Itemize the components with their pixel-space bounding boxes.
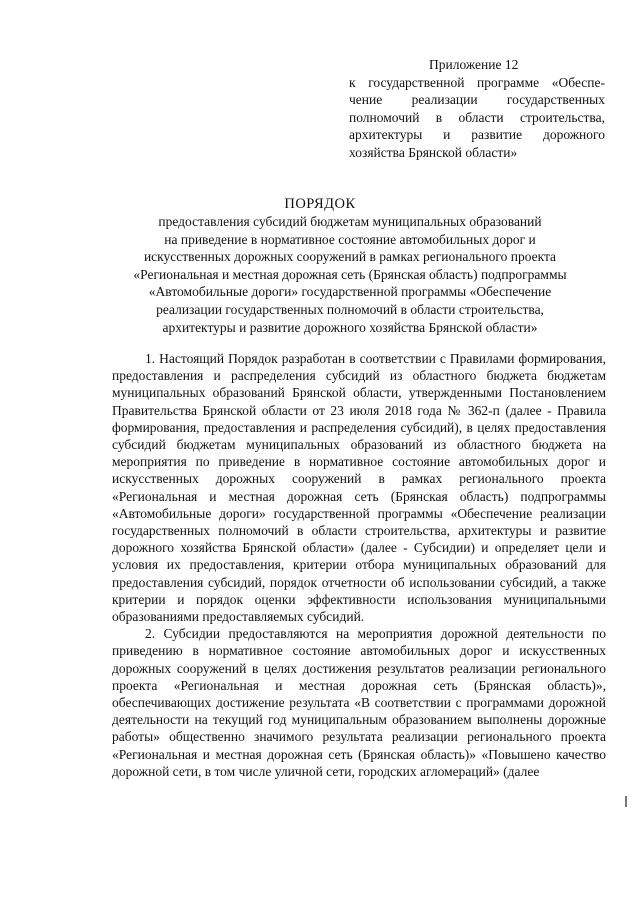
- document-body: [112, 350, 606, 780]
- appendix-block: [349, 56, 605, 161]
- subtitle-line: «Автомобильные дороги» государственной программы «Обеспечение: [148, 284, 552, 300]
- document-title: ПОРЯДОК: [284, 196, 356, 212]
- paragraph-1: 1. Настоящий Порядок разработан в соответствии с Правилами формирования, предоставления и распределения субсидий из областного бюджета бюджетам муниципальных образований Брянской области, утвержденными Постановлением Правительства Брянской области от 23 июля 2018 года № 362-п (далее - Правила формирования, предоставления и распределения субсидий), в целях предоставления субсидий бюджетам муниципальных образований из областного бюджета на мероприятия по приведение в нормативное состояние автомобильных дорог и искусственных дорожных сооружений в рамках регионального проекта «Региональная и местная дорожная сеть (Брянская область) подпрограммы «Автомобильные дороги» государственной программы «Обеспечение реализации государственных полномочий в области строительства, архитектуры и развитие дорожного хозяйства Брянской области» (далее - Субсидии) и определяет цели и условия их предоставления, критерии отбора муниципальных образований для предоставления субсидий, порядок отчетности об использовании субсидий, а также критерии и порядок оценки эффективности использования муниципальными образованиями предоставляемых субсидий.: [112, 351, 606, 625]
- paragraph-2: 2. Субсидии предоставляются на мероприятия дорожной деятельности по приведению в нормативное состояние автомобильных дорог и искусственных дорожных сооружений в целях достижения результатов реализации регионального проекта «Региональная и местная дорожная сеть (Брянская область)», обеспечивающих достижение результата «В соответствии с программами дорожной деятельности на текущий год муниципальным образованием выполнены дорожные работы» общественно значимого результата реализации регионального проекта «Региональная и местная дорожная сеть (Брянская область)» «Повышено качество дорожной сети, в том числе уличной сети, городских агломераций» (далее: [112, 626, 606, 779]
- subtitle-line: искусственных дорожных сооружений в рамках регионального проекта: [143, 249, 557, 265]
- subtitle-line: на приведение в нормативное состояние автомобильных дорог и: [164, 231, 536, 247]
- subtitle-line: архитектуры и развитие дорожного хозяйства Брянской области»: [162, 319, 538, 335]
- subtitle-line: предоставления субсидий бюджетам муниципальных образований: [158, 214, 542, 229]
- margin-mark: [625, 796, 627, 807]
- subtitle-line: реализации государственных полномочий в области строительства,: [156, 301, 544, 317]
- document-subtitle: [110, 213, 590, 336]
- appendix-label: Приложение 12: [429, 57, 519, 72]
- subtitle-line: «Региональная и местная дорожная сеть (Брянская область) подпрограммы: [133, 266, 567, 282]
- appendix-text: к государственной программе «Обеспе-чение реализации государственных полномочий в области строительства, архитектуры и развитие дорожного хозяйства Брянской области»: [349, 74, 605, 160]
